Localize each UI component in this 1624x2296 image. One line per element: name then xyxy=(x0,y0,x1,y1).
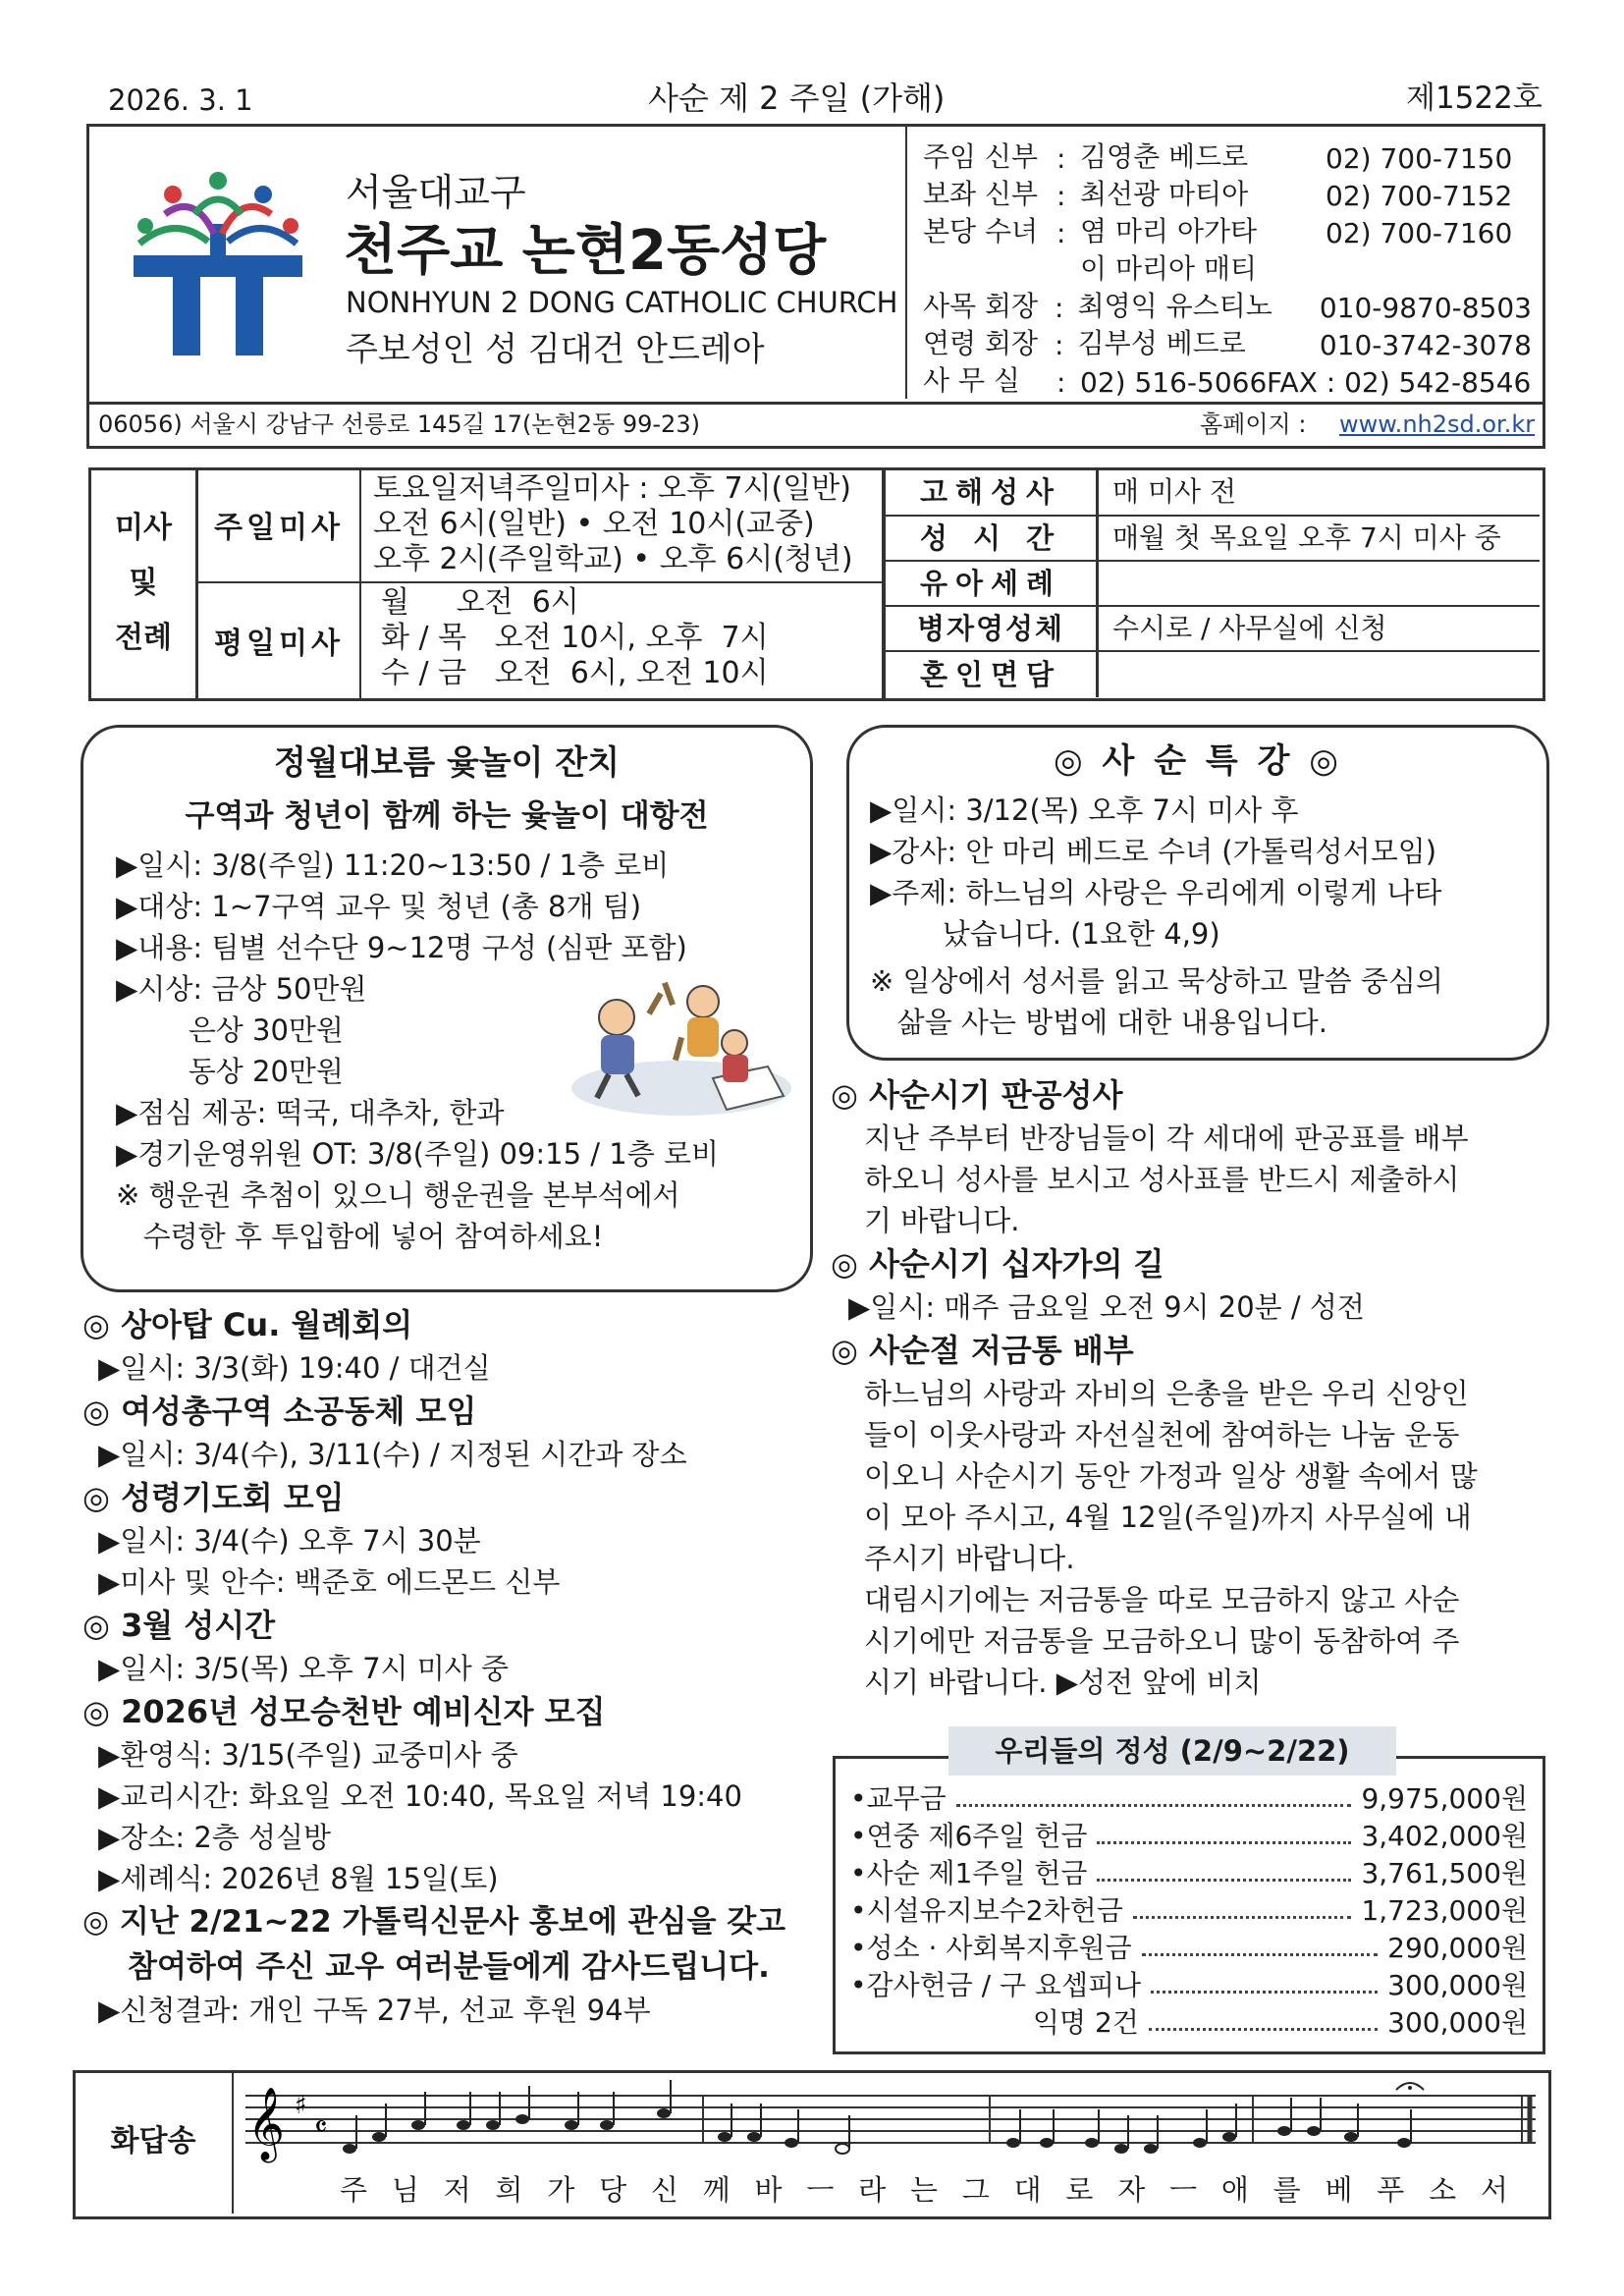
notice-line: 시기 바랍니다. ▶성전 앞에 비치 xyxy=(864,1666,1262,1699)
offering-amount: 1,723,000원 xyxy=(1361,1894,1528,1927)
service-label: 유아세례 xyxy=(886,562,1099,605)
notice-title: ◎ 사순시기 판공성사 xyxy=(831,1076,1123,1114)
psalm-divider xyxy=(232,2073,234,2214)
side-label-line: 전례 xyxy=(115,621,172,655)
contact-name: 최선광 마티아 xyxy=(1080,178,1249,210)
offering-amount: 9,975,000원 xyxy=(1361,1782,1528,1815)
contact-row: 보좌 신부 : 최선광 마티아 02) 700-7152 xyxy=(923,175,1532,212)
detail-line: ※ 일상에서 성서를 읽고 묵상하고 말씀 중심의 xyxy=(870,964,1443,998)
notice-line: ▶교리시간: 화요일 오전 10:40, 목요일 저녁 19:40 xyxy=(98,1779,742,1813)
offering-label: •연중 제6주일 헌금 xyxy=(850,1820,1088,1852)
yut-event-title: 정월대보름 윷놀이 잔치 xyxy=(273,743,621,783)
mass-time-line: 오전 6시(일반) • 오전 10시(교중) xyxy=(373,507,815,541)
notice-line: 주시기 바랍니다. xyxy=(864,1542,1075,1575)
diocese-name: 서울대교구 xyxy=(346,171,526,214)
contact-phone: 02) 700-7150 xyxy=(1326,142,1513,175)
notice-line: ▶일시: 3/3(화) 19:40 / 대건실 xyxy=(98,1351,491,1385)
offering-amount: 300,000원 xyxy=(1387,1969,1528,2001)
notice-line: ▶미사 및 안수: 백준호 에드몬드 신부 xyxy=(98,1565,561,1599)
detail-line: ▶시상: 금상 50만원 xyxy=(116,972,367,1006)
detail-line: ▶점심 제공: 떡국, 대추차, 한과 xyxy=(116,1096,505,1129)
detail-line: 은상 30만원 xyxy=(116,1013,344,1047)
contact-row: 본당 수녀 : 염 마리 아가타 02) 700-7160 xyxy=(923,212,1532,249)
header-divider xyxy=(905,127,907,399)
service-row xyxy=(886,607,1540,652)
lyric-syllable: 를 xyxy=(1272,2173,1301,2207)
offering-row xyxy=(850,1891,1528,1929)
service-row xyxy=(886,469,1540,517)
contact-row: 연령 회장 : 김부성 베드로 010-3742-3078 xyxy=(923,324,1532,361)
notice-line: 이오니 사순시기 동안 가정과 일상 생활 속에서 많 xyxy=(864,1459,1478,1493)
service-value: 매월 첫 목요일 오후 7시 미사 중 xyxy=(1112,521,1501,554)
detail-line: ▶내용: 팀별 선수단 9~12명 구성 (심판 포함) xyxy=(116,931,687,964)
lyric-syllable: 베 xyxy=(1325,2173,1353,2207)
detail-line: 삶을 사는 방법에 대한 내용입니다. xyxy=(870,1006,1327,1039)
contact-phone: 010-3742-3078 xyxy=(1319,329,1532,361)
contact-list xyxy=(923,137,1532,399)
detail-line: 수령한 후 투입함에 넣어 참여하세요! xyxy=(116,1220,604,1253)
patron-saint: 주보성인 성 김대건 안드레아 xyxy=(346,330,765,369)
service-value: 매 미사 전 xyxy=(1112,475,1236,508)
notice-line: ▶일시: 매주 금요일 오전 9시 20분 / 성전 xyxy=(848,1290,1365,1324)
lyric-syllable: 서 xyxy=(1480,2173,1508,2207)
sunday-mass-times xyxy=(373,471,853,577)
mass-side-label xyxy=(96,501,190,666)
lenten-lecture-details xyxy=(870,790,1443,1043)
notice-line: 이 모아 주시고, 4월 12일(주일)까지 사무실에 내 xyxy=(864,1501,1472,1534)
service-label: 성 시 간 xyxy=(886,517,1099,560)
office-phone: 02) 516-5066 xyxy=(1080,366,1268,399)
notice-title: ◎ 지난 2/21~22 가톨릭신문사 홍보에 관심을 갖고 xyxy=(82,1904,786,1940)
office-label: 사 무 실 xyxy=(923,364,1020,397)
offering-row xyxy=(850,1817,1528,1854)
lyric-syllable: 께 xyxy=(702,2173,731,2207)
notice-title: ◎ 사순절 저금통 배부 xyxy=(831,1332,1134,1369)
parish-name: 천주교 논현2동성당 xyxy=(344,219,827,283)
notice-title: ◎ 3월 성시간 xyxy=(82,1607,276,1644)
office-row: 사 무 실 : 02) 516-5066 FAX : 02) 542-8546 xyxy=(923,361,1532,399)
notice-line: ▶신청결과: 개인 구독 27부, 선교 후원 94부 xyxy=(98,1994,651,2027)
detail-line: ▶일시: 3/8(주일) 11:20~13:50 / 1층 로비 xyxy=(116,848,670,882)
lyric-syllable: 저 xyxy=(443,2173,471,2207)
offering-amount: 290,000원 xyxy=(1387,1932,1528,1964)
notice-line: ▶일시: 3/4(수), 3/11(수) / 지정된 시간과 장소 xyxy=(98,1438,687,1471)
contact-role: 본당 수녀 xyxy=(923,215,1039,247)
notice-line: 들이 이웃사랑과 자선실천에 참여하는 나눔 운동 xyxy=(864,1418,1460,1451)
notice-title: ◎ 성령기도회 모임 xyxy=(82,1479,345,1516)
contact-name: 이 마리아 매티 xyxy=(1080,252,1258,285)
lenten-lecture-title: ◎ 사 순 특 강 ◎ xyxy=(1054,741,1342,781)
lyric-syllable: 바 xyxy=(754,2173,783,2207)
contact-name: 김부성 베드로 xyxy=(1077,327,1246,359)
service-value: 수시로 / 사무실에 신청 xyxy=(1112,612,1387,644)
offering-row xyxy=(850,1854,1528,1891)
notice-line: ▶세례식: 2026년 8월 15일(토) xyxy=(98,1862,499,1895)
detail-line: ▶일시: 3/12(목) 오후 7시 미사 후 xyxy=(870,793,1299,827)
yut-game-illustration xyxy=(566,972,797,1120)
lyric-syllable: 푸 xyxy=(1377,2173,1405,2207)
svg-text:♯: ♯ xyxy=(295,2091,307,2120)
contact-role: 주임 신부 xyxy=(923,140,1039,173)
lyric-syllable: 신 xyxy=(650,2173,678,2207)
notice-line: ▶환영식: 3/15(주일) 교중미사 중 xyxy=(98,1738,518,1772)
lyric-syllable: 대 xyxy=(1013,2173,1042,2207)
office-fax: FAX : 02) 542-8546 xyxy=(1267,366,1532,399)
detail-line: ▶대상: 1~7구역 교우 및 청년 (총 8개 팀) xyxy=(116,890,642,923)
service-row xyxy=(886,517,1540,562)
contact-row: 주임 신부 : 김영춘 베드로 02) 700-7150 xyxy=(923,137,1532,175)
contact-role: 보좌 신부 xyxy=(923,178,1039,210)
svg-text:𝄴: 𝄴 xyxy=(314,2110,328,2145)
lyric-syllable: 애 xyxy=(1220,2173,1249,2207)
offering-amount: 300,000원 xyxy=(1387,2006,1528,2039)
detail-line: ▶주제: 하느님의 사랑은 우리에게 이렇게 나타 xyxy=(870,876,1442,909)
lyric-syllable: 희 xyxy=(495,2173,523,2207)
offerings-title: 우리들의 정성 (2/9~2/22) xyxy=(948,1726,1396,1776)
offering-label: •성소 · 사회복지후원금 xyxy=(850,1932,1132,1964)
church-address: 06056) 서울시 강남구 선릉로 145길 17(논현2동 99-23) xyxy=(98,410,700,438)
contact-phone: 02) 700-7152 xyxy=(1326,180,1513,212)
lyric-syllable: 가 xyxy=(547,2173,575,2207)
lyric-syllable: 라 xyxy=(858,2173,887,2207)
notice-line: 참여하여 주신 교우 여러분들에게 감사드립니다. xyxy=(128,1949,770,1985)
weekday-mass-times xyxy=(381,585,769,691)
lyric-syllable: 로 xyxy=(1065,2173,1094,2207)
contact-role: 사목 회장 xyxy=(923,290,1039,322)
service-label: 혼인면담 xyxy=(886,652,1099,697)
offering-row xyxy=(850,1966,1528,2003)
lyric-syllable: ㅡ xyxy=(806,2173,835,2207)
notice-title: ◎ 상아탑 Cu. 월례회의 xyxy=(82,1306,413,1343)
lyric-syllable: ㅡ xyxy=(1169,2173,1198,2207)
notice-line: ▶일시: 3/5(목) 오후 7시 미사 중 xyxy=(98,1652,510,1685)
mass-time-line: 오후 2시(주일학교) • 오후 6시(청년) xyxy=(373,542,853,576)
detail-line: ▶강사: 안 마리 베드로 수녀 (가톨릭성서모임) xyxy=(870,835,1437,868)
service-label: 고해성사 xyxy=(886,469,1099,515)
lyric-syllable: 주 xyxy=(340,2173,368,2207)
homepage-link[interactable]: www.nh2sd.or.kr xyxy=(1339,410,1536,438)
psalm-label: 화답송 xyxy=(110,2124,196,2159)
mass-time-line: 월 오전 6시 xyxy=(381,585,579,620)
issue-number: 제1522호 xyxy=(1406,81,1543,116)
notice-line: 시기에만 저금통을 모금하오니 많이 동참하여 주 xyxy=(864,1624,1460,1658)
notice-title: ◎ 사순시기 십자가의 길 xyxy=(831,1245,1164,1283)
contact-row xyxy=(923,249,1532,287)
detail-line: 동상 20만원 xyxy=(116,1055,344,1088)
mass-time-line: 토요일저녁주일미사 : 오후 7시(일반) xyxy=(373,471,851,506)
parish-name-english: NONHYUN 2 DONG CATHOLIC CHURCH xyxy=(346,286,898,319)
contact-role: 연령 회장 xyxy=(923,327,1039,359)
notice-line: 하오니 성사를 보시고 성사표를 반드시 제출하시 xyxy=(864,1163,1460,1196)
offering-label: •사순 제1주일 헌금 xyxy=(850,1857,1088,1889)
contact-row: 사목 회장 : 최영익 유스티노 010-9870-8503 xyxy=(923,287,1532,324)
homepage-label: 홈페이지 : xyxy=(1200,410,1307,438)
bulletin-date: 2026. 3. 1 xyxy=(108,83,253,117)
notice-line: 하느님의 사랑과 자비의 은총을 받은 우리 신앙인 xyxy=(864,1377,1469,1410)
side-label-line: 미사 xyxy=(115,511,172,545)
liturgical-day-title: 사순 제 2 주일 (가해) xyxy=(648,80,946,117)
offering-amount: 3,761,500원 xyxy=(1361,1857,1528,1889)
offering-label: •감사헌금 / 구 요셉피나 xyxy=(850,1969,1142,2001)
service-row xyxy=(886,562,1540,607)
offering-row xyxy=(850,1929,1528,1966)
service-label: 병자영성체 xyxy=(886,607,1099,650)
offering-label: •교무금 xyxy=(850,1782,947,1815)
offering-amount: 3,402,000원 xyxy=(1361,1820,1528,1852)
lyric-syllable: 소 xyxy=(1429,2173,1457,2207)
svg-text:𝄞: 𝄞 xyxy=(247,2088,285,2160)
weekday-mass-label: 평일미사 xyxy=(214,627,344,661)
sunday-mass-label: 주일미사 xyxy=(214,511,344,545)
lyric-syllable: 는 xyxy=(909,2173,938,2207)
psalm-music-staff xyxy=(242,2076,1536,2174)
lyric-syllable: 그 xyxy=(961,2173,990,2207)
detail-line: ※ 행운권 추첨이 있으니 행운권을 본부석에서 xyxy=(116,1178,680,1212)
offering-label: •시설유지보수2차헌금 xyxy=(850,1894,1123,1927)
offerings-list xyxy=(850,1779,1528,2041)
contact-name: 염 마리 아가타 xyxy=(1080,215,1258,247)
lyric-syllable: 당 xyxy=(599,2173,627,2207)
lyric-syllable: 자 xyxy=(1117,2173,1146,2207)
mass-row-divider xyxy=(195,581,883,583)
notice-title: ◎ 여성총구역 소공동체 모임 xyxy=(82,1393,477,1430)
contact-name: 김영춘 베드로 xyxy=(1080,140,1249,173)
offering-label: 익명 2건 xyxy=(1033,2006,1139,2039)
service-value xyxy=(1099,652,1112,697)
parish-logo xyxy=(126,165,310,361)
left-notices xyxy=(82,1302,789,2031)
notice-line: 지난 주부터 반장님들이 각 세대에 판공표를 배부 xyxy=(864,1121,1469,1155)
notice-line: 기 바랍니다. xyxy=(864,1204,1020,1237)
offering-row xyxy=(850,1779,1528,1817)
notice-line: 대림시기에는 저금통을 따로 모금하지 않고 사순 xyxy=(864,1583,1460,1616)
service-row xyxy=(886,652,1540,697)
offering-row xyxy=(850,2003,1528,2041)
detail-line: ▶경기운영위원 OT: 3/8(주일) 09:15 / 1층 로비 xyxy=(116,1137,719,1171)
services-list xyxy=(886,469,1540,697)
lyric-syllable: 님 xyxy=(391,2173,419,2207)
psalm-lyrics xyxy=(340,2168,1508,2209)
detail-line: 났습니다. (1요한 4,9) xyxy=(870,917,1220,951)
contact-name: 최영익 유스티노 xyxy=(1077,290,1272,322)
notice-line: ▶장소: 2층 성실방 xyxy=(98,1821,332,1854)
notice-line: ▶일시: 3/4(수) 오후 7시 30분 xyxy=(98,1524,481,1558)
yut-event-subtitle: 구역과 청년이 함께 하는 윷놀이 대항전 xyxy=(185,798,709,834)
right-notices xyxy=(831,1072,1557,1703)
contact-phone: 02) 700-7160 xyxy=(1326,217,1513,249)
contact-phone: 010-9870-8503 xyxy=(1319,292,1532,324)
notice-title: ◎ 2026년 성모승천반 예비신자 모집 xyxy=(82,1693,606,1730)
service-value xyxy=(1099,562,1112,605)
mass-time-line: 수 / 금 오전 6시, 오전 10시 xyxy=(381,656,769,690)
side-label-line: 및 xyxy=(129,566,158,600)
mass-time-line: 화 / 목 오전 10시, 오후 7시 xyxy=(381,621,769,655)
